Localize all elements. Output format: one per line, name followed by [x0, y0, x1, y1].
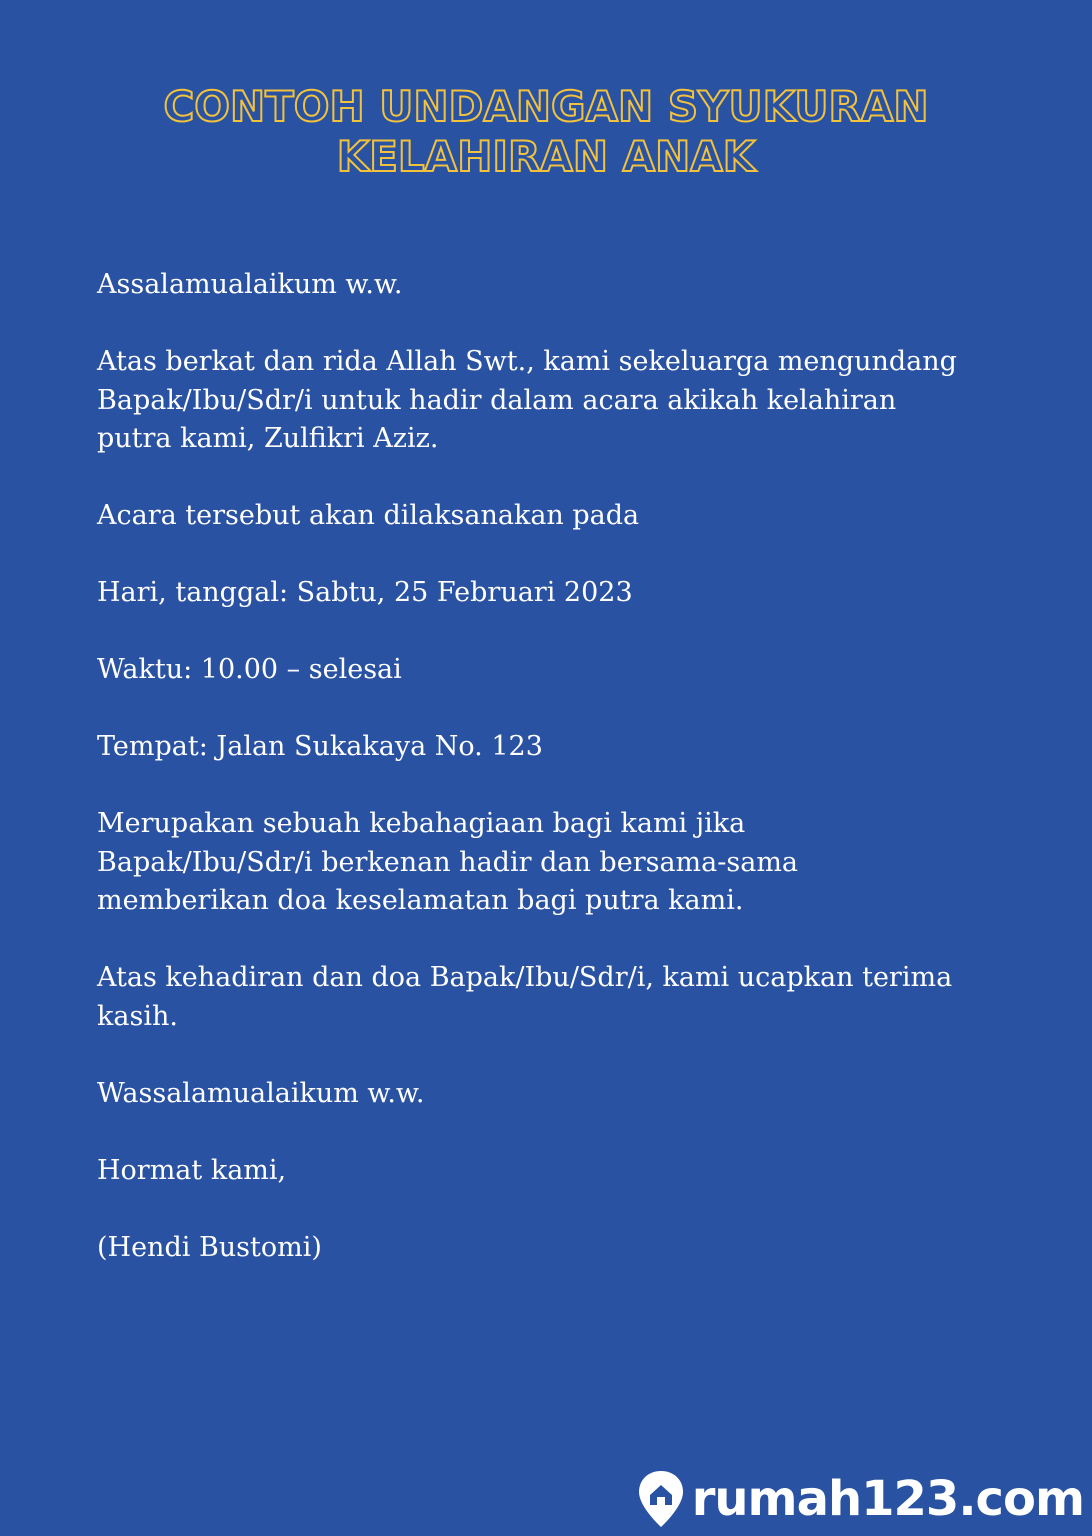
thanks-paragraph: Atas kehadiran dan doa Bapak/Ibu/Sdr/i, kami ucapkan terima kasih.	[97, 962, 953, 1032]
signoff: Hormat kami,	[97, 1154, 287, 1186]
title-line-2: KELAHIRAN ANAK	[336, 132, 756, 181]
event-place: Tempat: Jalan Sukakaya No. 123	[97, 731, 543, 762]
invitation-title	[0, 82, 1092, 182]
watermark-text: rumah123.com	[691, 1471, 1084, 1527]
invitation-body	[97, 266, 997, 1306]
invitation-paragraph: Atas berkat dan rida Allah Swt., kami sekeluarga mengundang Bapak/Ibu/Sdr/i untuk hadir dalam acara akikah kelahiran putra kami, Zulfikri Aziz.	[97, 346, 957, 454]
hope-paragraph: Merupakan sebuah kebahagiaan bagi kami jika Bapak/Ibu/Sdr/i berkenan hadir dan bersama-sama memberikan doa keselamatan bagi putra kami.	[97, 808, 799, 916]
location-pin-house-icon	[636, 1469, 686, 1529]
rumah123-watermark	[636, 1464, 1084, 1534]
greeting: Assalamualaikum w.w.	[97, 269, 403, 300]
title-line-1: CONTOH UNDANGAN SYUKURAN	[163, 82, 929, 131]
closing-greeting: Wassalamualaikum w.w.	[97, 1077, 425, 1109]
event-time: Waktu: 10.00 – selesai	[97, 654, 402, 685]
event-date: Hari, tanggal: Sabtu, 25 Februari 2023	[97, 577, 633, 608]
signature-name: (Hendi Bustomi)	[97, 1231, 322, 1263]
event-intro: Acara tersebut akan dilaksanakan pada	[97, 500, 640, 531]
